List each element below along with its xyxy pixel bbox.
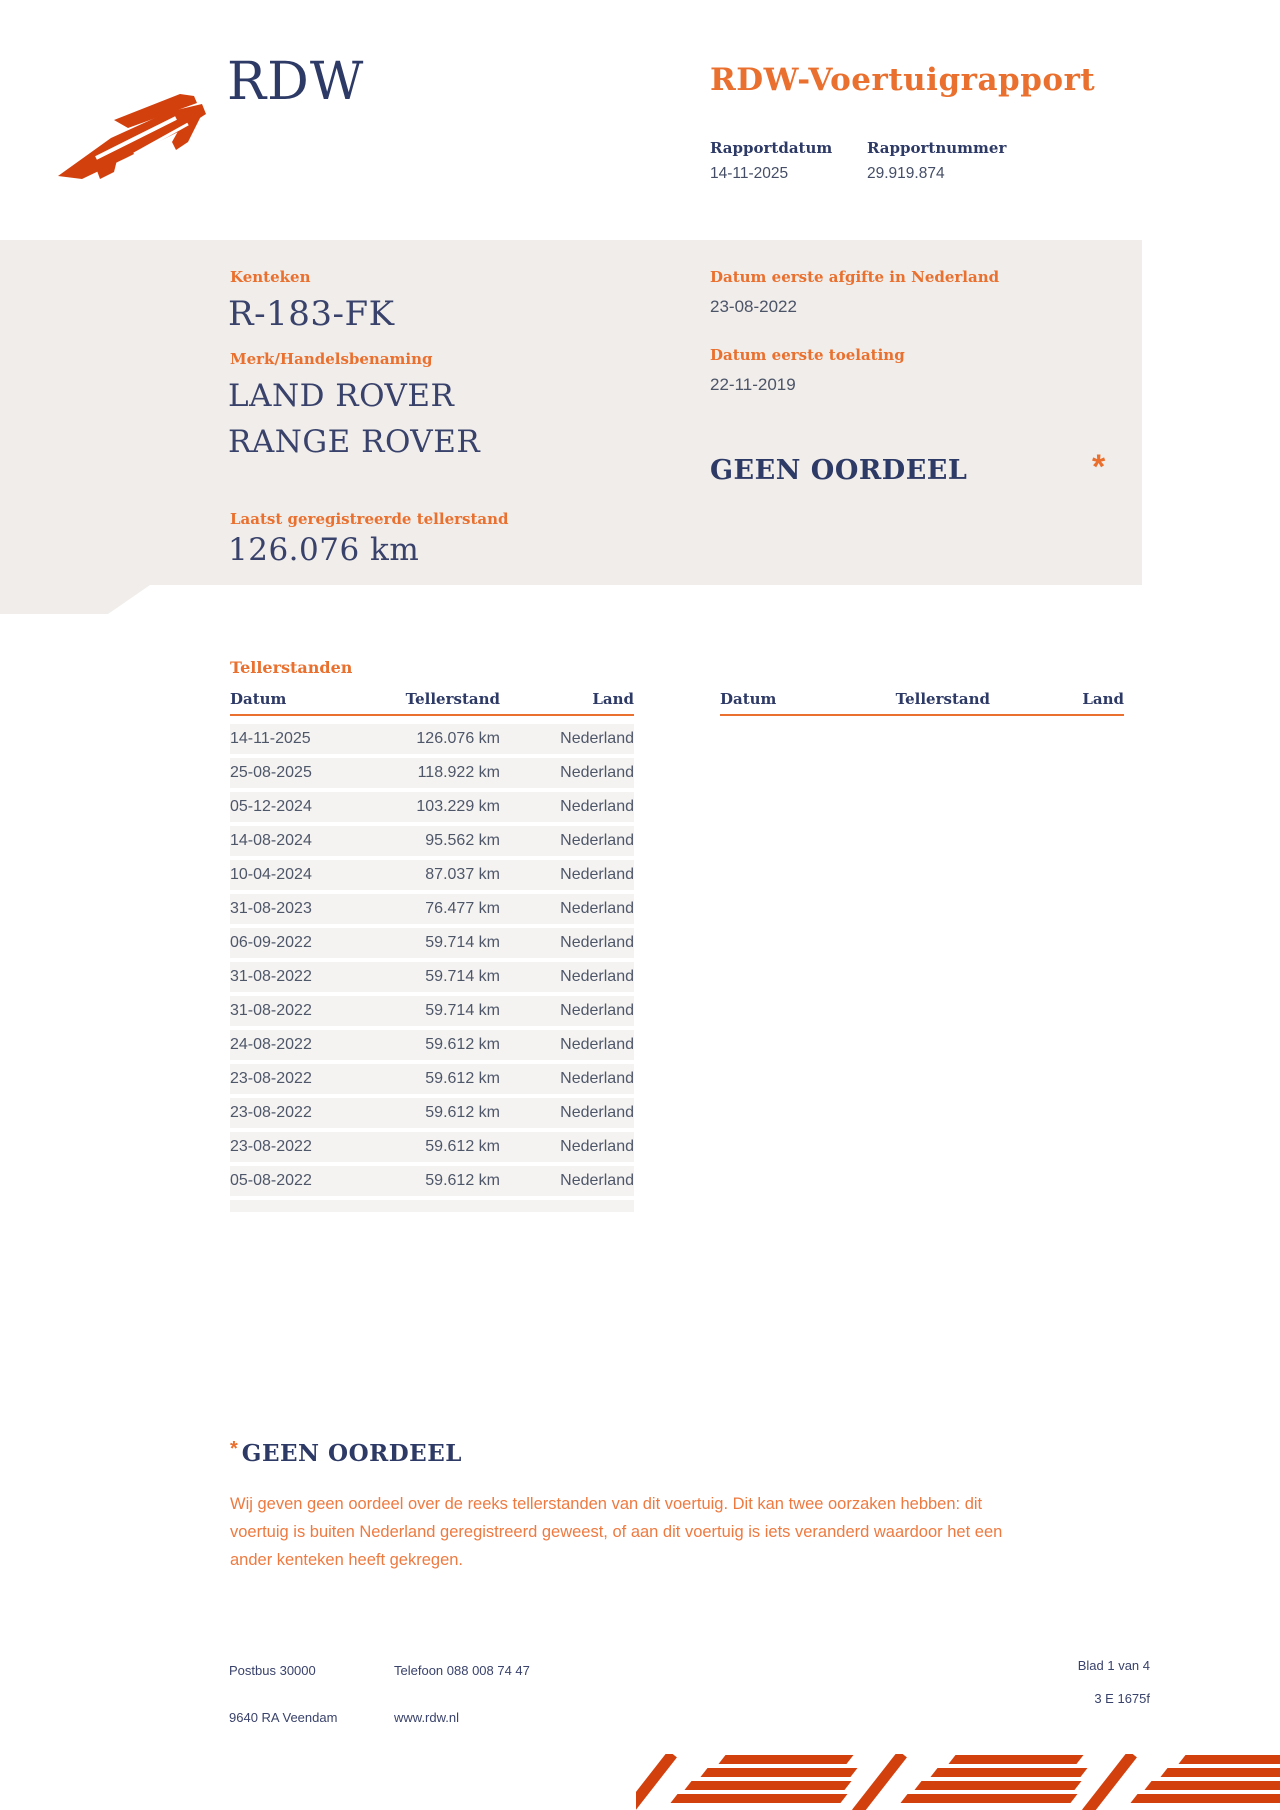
table-row: [230, 962, 634, 992]
footer-address-line1: Postbus 30000: [229, 1663, 316, 1678]
last-odometer-label: Laatst geregistreerde tellerstand: [230, 510, 509, 528]
footnote-line: ander kenteken heeft gekregen.: [230, 1551, 464, 1569]
row-country: Nederland: [560, 1138, 634, 1155]
row-country: Nederland: [560, 798, 634, 815]
table-row: [230, 1166, 634, 1196]
report-date-label: Rapportdatum: [710, 139, 833, 157]
row-date: 14-11-2025: [230, 730, 311, 747]
column-header-tellerstand: Tellerstand: [895, 690, 990, 708]
row-odometer: 126.076 km: [416, 730, 500, 747]
table-row: [230, 1064, 634, 1094]
table-header-row: [720, 690, 1124, 716]
kenteken-value: R-183-FK: [228, 294, 395, 334]
row-odometer: 59.612 km: [425, 1104, 500, 1121]
footer-form-code: 3 E 1675f: [1094, 1691, 1150, 1706]
row-country: Nederland: [560, 900, 634, 917]
bottom-stripe-graphic: [636, 1754, 1280, 1810]
footer-website: www.rdw.nl: [394, 1710, 460, 1725]
table-row: [230, 860, 634, 890]
stripe-cluster: [664, 1754, 864, 1810]
row-odometer: 59.612 km: [425, 1138, 500, 1155]
first-admission-label: Datum eerste toelating: [710, 346, 905, 364]
footnote-line: voertuig is buiten Nederland geregistreerd geweest, of aan dit voertuig is iets veranderd waardoor het een: [230, 1523, 1003, 1541]
column-header-tellerstand: Tellerstand: [405, 690, 500, 708]
column-header-land: Land: [1082, 690, 1124, 708]
column-header-datum: Datum: [230, 690, 287, 708]
tellerstanden-heading: Tellerstanden: [230, 658, 353, 677]
row-odometer: 59.612 km: [425, 1172, 500, 1189]
row-country: Nederland: [560, 1172, 634, 1189]
table-row: [230, 826, 634, 856]
odometer-table-right: [720, 690, 1124, 724]
kenteken-label: Kenteken: [230, 268, 311, 286]
stripe-cluster: [894, 1754, 1094, 1810]
panel-notch-decoration: [0, 585, 150, 614]
footnote-title: GEEN OORDEEL: [241, 1440, 462, 1467]
table-row: [230, 792, 634, 822]
row-country: Nederland: [560, 832, 634, 849]
verdict-text: GEEN OORDEEL: [710, 455, 968, 486]
merk-label: Merk/Handelsbenaming: [230, 350, 433, 368]
row-odometer: 59.714 km: [425, 934, 500, 951]
row-odometer: 118.922 km: [417, 764, 500, 781]
row-country: Nederland: [560, 968, 634, 985]
report-date-value: 14-11-2025: [710, 165, 789, 182]
report-number-value: 29.919.874: [867, 165, 945, 182]
first-issue-label: Datum eerste afgifte in Nederland: [710, 268, 1000, 286]
row-odometer: 95.562 km: [425, 832, 500, 849]
row-date: 31-08-2022: [230, 968, 312, 985]
footnote-asterisk: *: [230, 1438, 238, 1460]
table-header-row: [230, 690, 634, 716]
row-date: 31-08-2023: [230, 900, 312, 917]
row-odometer: 59.612 km: [425, 1036, 500, 1053]
row-country: Nederland: [560, 764, 634, 781]
row-country: Nederland: [560, 1070, 634, 1087]
table-row: [230, 1132, 634, 1162]
document-title: RDW-Voertuigrapport: [710, 62, 1096, 98]
table-row: [230, 724, 634, 754]
row-odometer: 59.714 km: [425, 1002, 500, 1019]
vehicle-summary-panel: [0, 240, 1142, 585]
row-date: 24-08-2022: [230, 1036, 312, 1053]
footnote-line: Wij geven geen oordeel over de reeks tellerstanden van dit voertuig. Dit kan twee oorzaken hebben: dit: [230, 1495, 983, 1513]
footer-page-number: Blad 1 van 4: [1077, 1658, 1150, 1673]
row-date: 05-12-2024: [230, 798, 312, 815]
table-row: [230, 1030, 634, 1060]
row-date: 25-08-2025: [230, 764, 312, 781]
row-date: 31-08-2022: [230, 1002, 312, 1019]
rdw-logo-text: RDW: [227, 52, 365, 112]
footer-phone: Telefoon 088 008 74 47: [394, 1663, 530, 1678]
footnote-heading: [230, 1438, 462, 1467]
meter-table-body: [230, 724, 634, 1212]
table-row: [230, 996, 634, 1026]
footer-address-line2: 9640 RA Veendam: [229, 1710, 338, 1725]
verdict-asterisk: *: [1092, 448, 1106, 486]
first-admission-date: 22-11-2019: [710, 375, 796, 394]
table-row: [230, 1098, 634, 1128]
table-row: [230, 758, 634, 788]
footnote-paragraph: [230, 1490, 1140, 1574]
table-row-empty: [230, 1200, 634, 1212]
merk-line1: LAND ROVER: [228, 378, 455, 414]
row-date: 14-08-2024: [230, 832, 312, 849]
row-odometer: 59.714 km: [425, 968, 500, 985]
row-country: Nederland: [560, 1002, 634, 1019]
report-number-label: Rapportnummer: [867, 139, 1007, 157]
table-row: [230, 894, 634, 924]
row-date: 10-04-2024: [230, 866, 312, 883]
row-date: 23-08-2022: [230, 1070, 312, 1087]
row-country: Nederland: [560, 1104, 634, 1121]
row-date: 23-08-2022: [230, 1104, 312, 1121]
row-date: 05-08-2022: [230, 1172, 312, 1189]
row-country: Nederland: [560, 934, 634, 951]
stripe-cluster: [1124, 1754, 1280, 1810]
odometer-table-left: [230, 690, 634, 1216]
row-odometer: 103.229 km: [416, 798, 500, 815]
last-odometer-value: 126.076 km: [228, 532, 420, 568]
row-odometer: 87.037 km: [425, 866, 500, 883]
row-date: 06-09-2022: [230, 934, 312, 951]
row-country: Nederland: [560, 730, 634, 747]
column-header-datum: Datum: [720, 690, 777, 708]
row-odometer: 59.612 km: [425, 1070, 500, 1087]
row-date: 23-08-2022: [230, 1138, 312, 1155]
row-country: Nederland: [560, 866, 634, 883]
first-issue-date: 23-08-2022: [710, 297, 797, 316]
row-country: Nederland: [560, 1036, 634, 1053]
merk-line2: RANGE ROVER: [228, 424, 481, 460]
row-odometer: 76.477 km: [425, 900, 500, 917]
rdw-logo-feather-icon: [56, 80, 208, 182]
table-row: [230, 928, 634, 958]
column-header-land: Land: [592, 690, 634, 708]
